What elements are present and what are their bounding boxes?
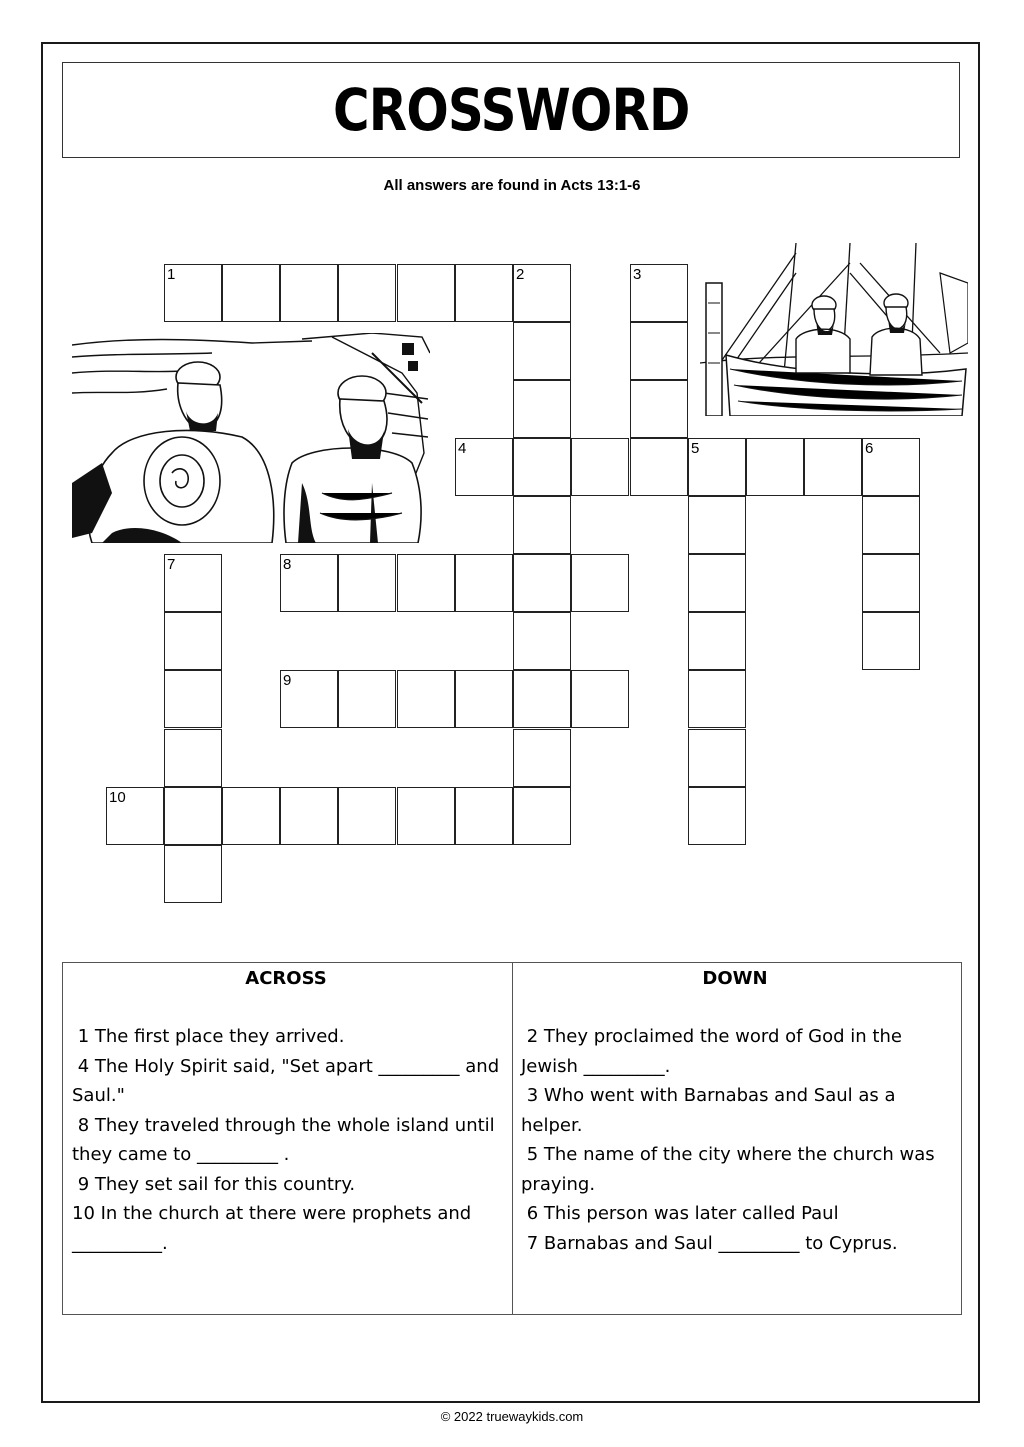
grid-cell[interactable] xyxy=(630,264,688,322)
grid-cell[interactable] xyxy=(571,670,629,728)
grid-cell[interactable] xyxy=(513,438,571,496)
grid-cell[interactable] xyxy=(630,380,688,438)
grid-cell[interactable] xyxy=(630,438,688,496)
grid-cell[interactable] xyxy=(630,322,688,380)
clue-number-5: 5 xyxy=(691,440,700,457)
grid-cell[interactable] xyxy=(571,438,629,496)
clue-number-1: 1 xyxy=(167,266,176,283)
grid-cell[interactable] xyxy=(513,380,571,438)
clue-number-4: 4 xyxy=(458,440,467,457)
boat-illustration-icon xyxy=(700,243,968,416)
down-clue: 7 Barnabas and Saul _________ to Cyprus. xyxy=(521,1232,898,1254)
clue-number-6: 6 xyxy=(865,440,874,457)
grid-cell[interactable] xyxy=(513,496,571,554)
grid-cell[interactable] xyxy=(455,264,513,322)
grid-cell[interactable] xyxy=(688,554,746,612)
grid-cell[interactable] xyxy=(280,554,338,612)
travelers-illustration-icon xyxy=(72,333,430,543)
grid-cell[interactable] xyxy=(513,322,571,380)
down-clue: 2 They proclaimed the word of God in the Jewish _________. xyxy=(521,1026,902,1077)
grid-cell[interactable] xyxy=(688,612,746,670)
grid-cell[interactable] xyxy=(164,670,222,728)
grid-cell[interactable] xyxy=(397,554,455,612)
clue-number-2: 2 xyxy=(516,266,525,283)
grid-cell[interactable] xyxy=(338,554,396,612)
grid-cell[interactable] xyxy=(688,670,746,728)
grid-cell[interactable] xyxy=(338,264,396,322)
grid-cell[interactable] xyxy=(455,438,513,496)
grid-cell[interactable] xyxy=(164,787,222,845)
grid-cell[interactable] xyxy=(106,787,164,845)
grid-cell[interactable] xyxy=(280,670,338,728)
subtitle: All answers are found in Acts 13:1-6 xyxy=(383,177,641,194)
grid-cell[interactable] xyxy=(222,264,280,322)
grid-cell[interactable] xyxy=(164,729,222,787)
across-clue: 1 The first place they arrived. xyxy=(72,1026,345,1047)
down-clue: 3 Who went with Barnabas and Saul as a helper. xyxy=(521,1085,896,1136)
grid-cell[interactable] xyxy=(455,554,513,612)
grid-cell[interactable] xyxy=(746,438,804,496)
across-clue: 4 The Holy Spirit said, "Set apart _________ and Saul." xyxy=(72,1055,500,1106)
grid-cell[interactable] xyxy=(862,438,920,496)
clues-table xyxy=(62,962,962,1315)
grid-cell[interactable] xyxy=(862,612,920,670)
grid-cell[interactable] xyxy=(164,554,222,612)
copyright-footer: © 2022 truewaykids.com xyxy=(440,1409,584,1424)
across-heading: ACROSS xyxy=(245,968,327,989)
grid-cell[interactable] xyxy=(397,787,455,845)
grid-cell[interactable] xyxy=(338,787,396,845)
clue-number-7: 7 xyxy=(167,556,176,573)
title-box xyxy=(62,62,960,158)
grid-cell[interactable] xyxy=(571,554,629,612)
down-clue: 5 The name of the city where the church was praying. xyxy=(521,1144,935,1195)
grid-cell[interactable] xyxy=(862,554,920,612)
grid-cell[interactable] xyxy=(513,670,571,728)
grid-cell[interactable] xyxy=(280,787,338,845)
grid-cell[interactable] xyxy=(164,845,222,903)
grid-cell[interactable] xyxy=(688,438,746,496)
grid-cell[interactable] xyxy=(804,438,862,496)
grid-cell[interactable] xyxy=(513,554,571,612)
down-column xyxy=(513,963,961,1314)
grid-cell[interactable] xyxy=(222,787,280,845)
grid-cell[interactable] xyxy=(513,612,571,670)
grid-cell[interactable] xyxy=(513,729,571,787)
across-column xyxy=(63,963,512,1314)
grid-cell[interactable] xyxy=(688,496,746,554)
grid-cell[interactable] xyxy=(455,787,513,845)
grid-cell[interactable] xyxy=(338,670,396,728)
grid-cell[interactable] xyxy=(164,612,222,670)
across-clue: 9 They set sail for this country. xyxy=(72,1173,356,1195)
grid-cell[interactable] xyxy=(513,787,571,845)
grid-cell[interactable] xyxy=(688,787,746,845)
clue-number-3: 3 xyxy=(633,266,642,283)
grid-cell[interactable] xyxy=(397,670,455,728)
down-heading: DOWN xyxy=(702,968,768,989)
down-clue: 6 This person was later called Paul xyxy=(521,1203,839,1224)
grid-cell[interactable] xyxy=(280,264,338,322)
clue-number-8: 8 xyxy=(283,556,292,573)
grid-cell[interactable] xyxy=(513,264,571,322)
grid-cell[interactable] xyxy=(164,264,222,322)
across-clue: 8 They traveled through the whole island until they came to _________ . xyxy=(72,1114,495,1165)
page-title: CROSSWORD xyxy=(332,76,690,144)
grid-cell[interactable] xyxy=(455,670,513,728)
grid-cell[interactable] xyxy=(688,729,746,787)
clue-number-10: 10 xyxy=(109,789,126,806)
across-clue: 10 In the church at there were prophets and __________. xyxy=(72,1203,472,1254)
grid-cell[interactable] xyxy=(397,264,455,322)
grid-cell[interactable] xyxy=(862,496,920,554)
clue-number-9: 9 xyxy=(283,672,292,689)
